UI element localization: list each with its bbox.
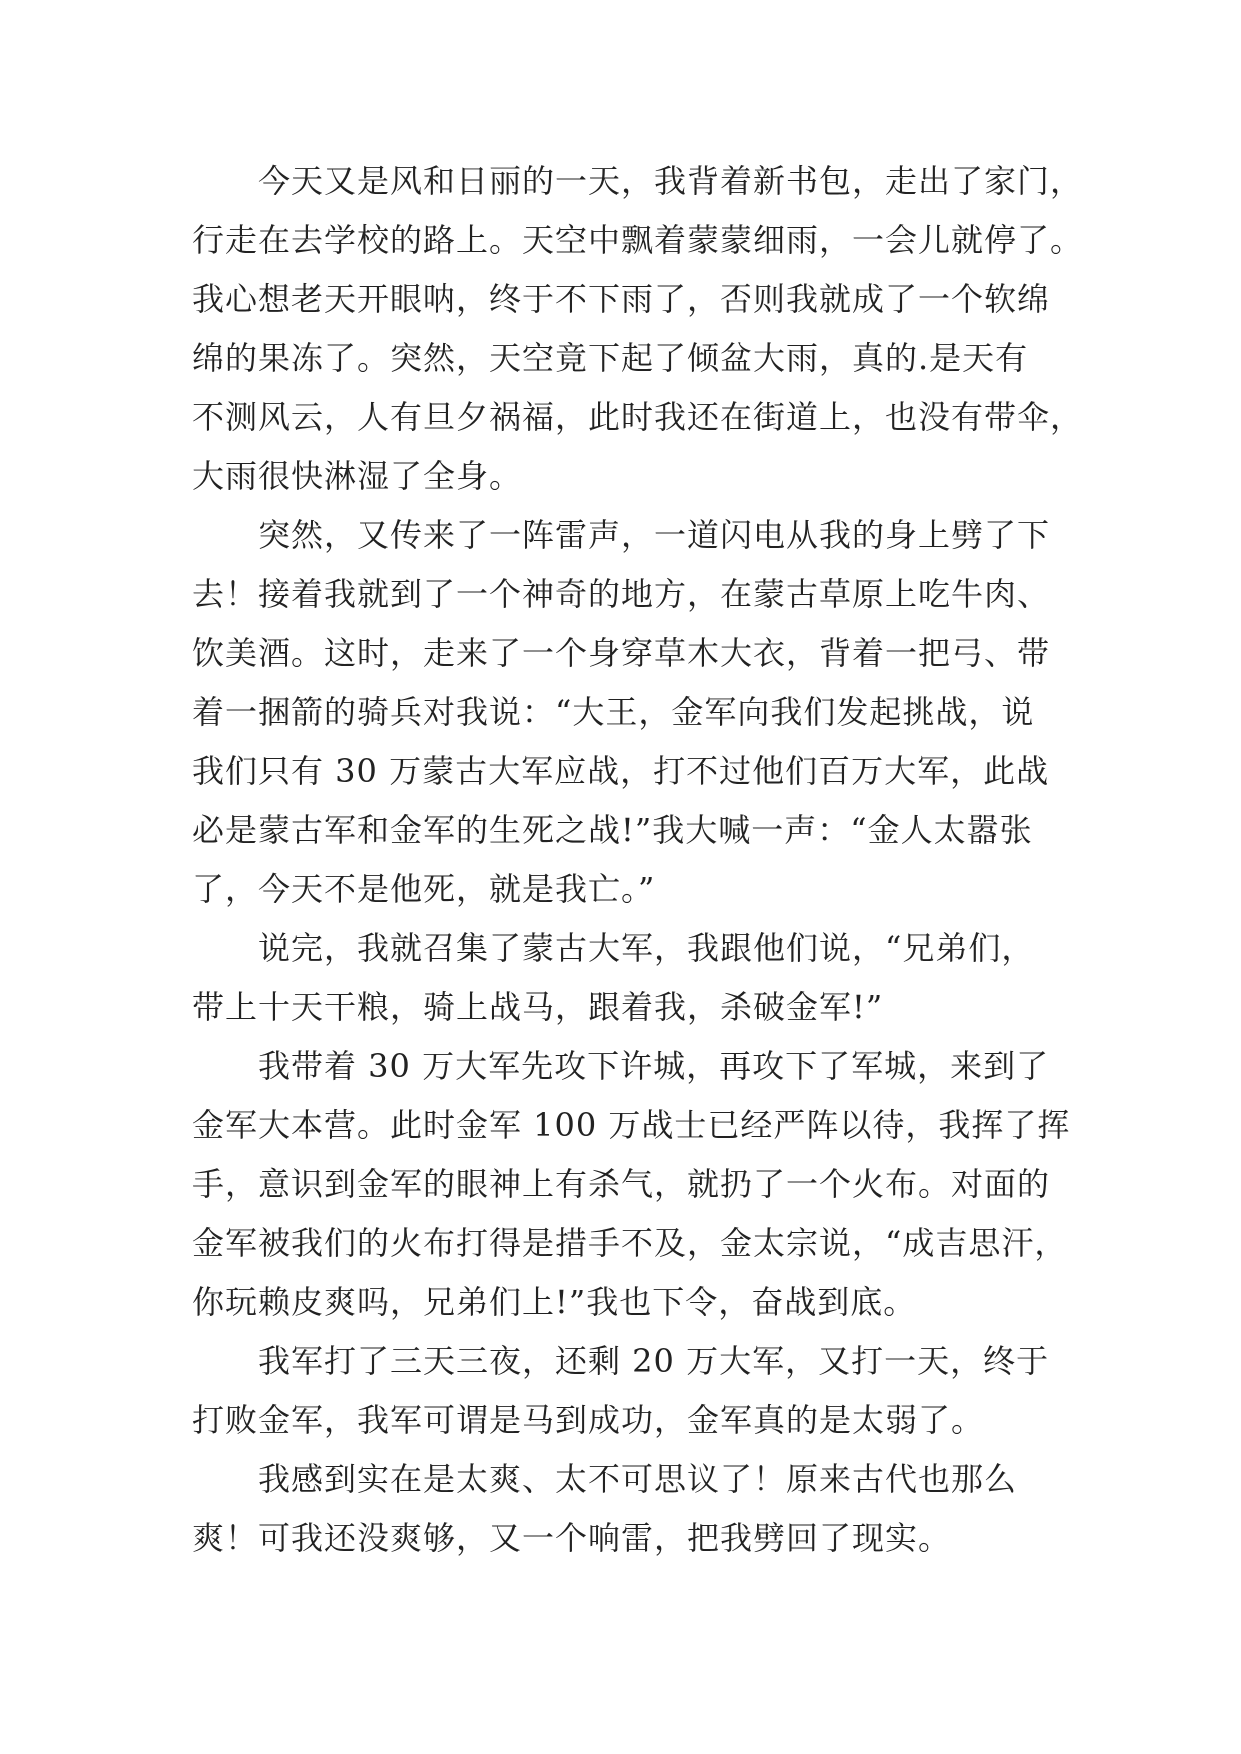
paragraph-line: 我军打了三天三夜，还剩 20 万大军，又打一天，终于	[258, 1342, 1050, 1380]
paragraph-line: 金军被我们的火布打得是措手不及，金太宗说，“成吉思汗，	[192, 1224, 1068, 1262]
essay-body	[192, 152, 1084, 1568]
paragraph-line: 了，今天不是他死，就是我亡。”	[192, 870, 656, 908]
paragraph-line: 金军大本营。此时金军 100 万战士已经严阵以待，我挥了挥	[192, 1106, 1071, 1144]
paragraph-line: 绵的果冻了。突然，天空竟下起了倾盆大雨，真的.是天有	[192, 339, 1029, 377]
paragraph-4	[192, 1037, 1071, 1332]
paragraph-2	[192, 506, 1052, 919]
paragraph-line: 我感到实在是太爽、太不可思议了！原来古代也那么	[258, 1460, 1018, 1498]
paragraph-line: 大雨很快淋湿了全身。	[192, 457, 523, 495]
paragraph-line: 突然，又传来了一阵雷声，一道闪电从我的身上劈了下	[258, 516, 1051, 554]
paragraph-line: 手，意识到金军的眼神上有杀气，就扔了一个火布。对面的	[192, 1165, 1051, 1203]
paragraph-line: 带上十天干粮，骑上战马，跟着我，杀破金军!”	[192, 988, 884, 1026]
paragraph-line: 打败金军，我军可谓是马到成功，金军真的是太弱了。	[192, 1401, 985, 1439]
paragraph-line: 说完，我就召集了蒙古大军，我跟他们说，“兄弟们，	[258, 929, 1035, 967]
paragraph-line: 必是蒙古军和金军的生死之战!”我大喊一声：“金人太嚣张	[192, 811, 1033, 849]
paragraph-1	[192, 152, 1084, 506]
paragraph-line: 着一捆箭的骑兵对我说：“大王，金军向我们发起挑战，说	[192, 693, 1035, 731]
paragraph-line: 你玩赖皮爽吗，兄弟们上!”我也下令，奋战到底。	[192, 1283, 917, 1321]
paragraph-line: 爽！可我还没爽够，又一个响雷，把我劈回了现实。	[192, 1519, 952, 1557]
paragraph-line: 今天又是风和日丽的一天，我背着新书包，走出了家门，	[258, 162, 1084, 200]
paragraph-6	[192, 1450, 1052, 1568]
paragraph-line: 我们只有 30 万蒙古大军应战，打不过他们百万大军，此战	[192, 752, 1050, 790]
paragraph-5	[192, 1332, 1052, 1450]
paragraph-line: 去！接着我就到了一个神奇的地方，在蒙古草原上吃牛肉、	[192, 575, 1051, 613]
paragraph-line: 我心想老天开眼呐，终于不下雨了，否则我就成了一个软绵	[192, 280, 1051, 318]
paragraph-line: 我带着 30 万大军先攻下许城，再攻下了军城，来到了	[258, 1047, 1050, 1085]
paragraph-line: 行走在去学校的路上。天空中飘着蒙蒙细雨，一会儿就停了。	[192, 221, 1084, 259]
paragraph-line: 不测风云，人有旦夕祸福，此时我还在街道上，也没有带伞，	[192, 398, 1084, 436]
paragraph-line: 饮美酒。这时，走来了一个身穿草木大衣，背着一把弓、带	[192, 634, 1051, 672]
paragraph-3	[192, 919, 1052, 1037]
